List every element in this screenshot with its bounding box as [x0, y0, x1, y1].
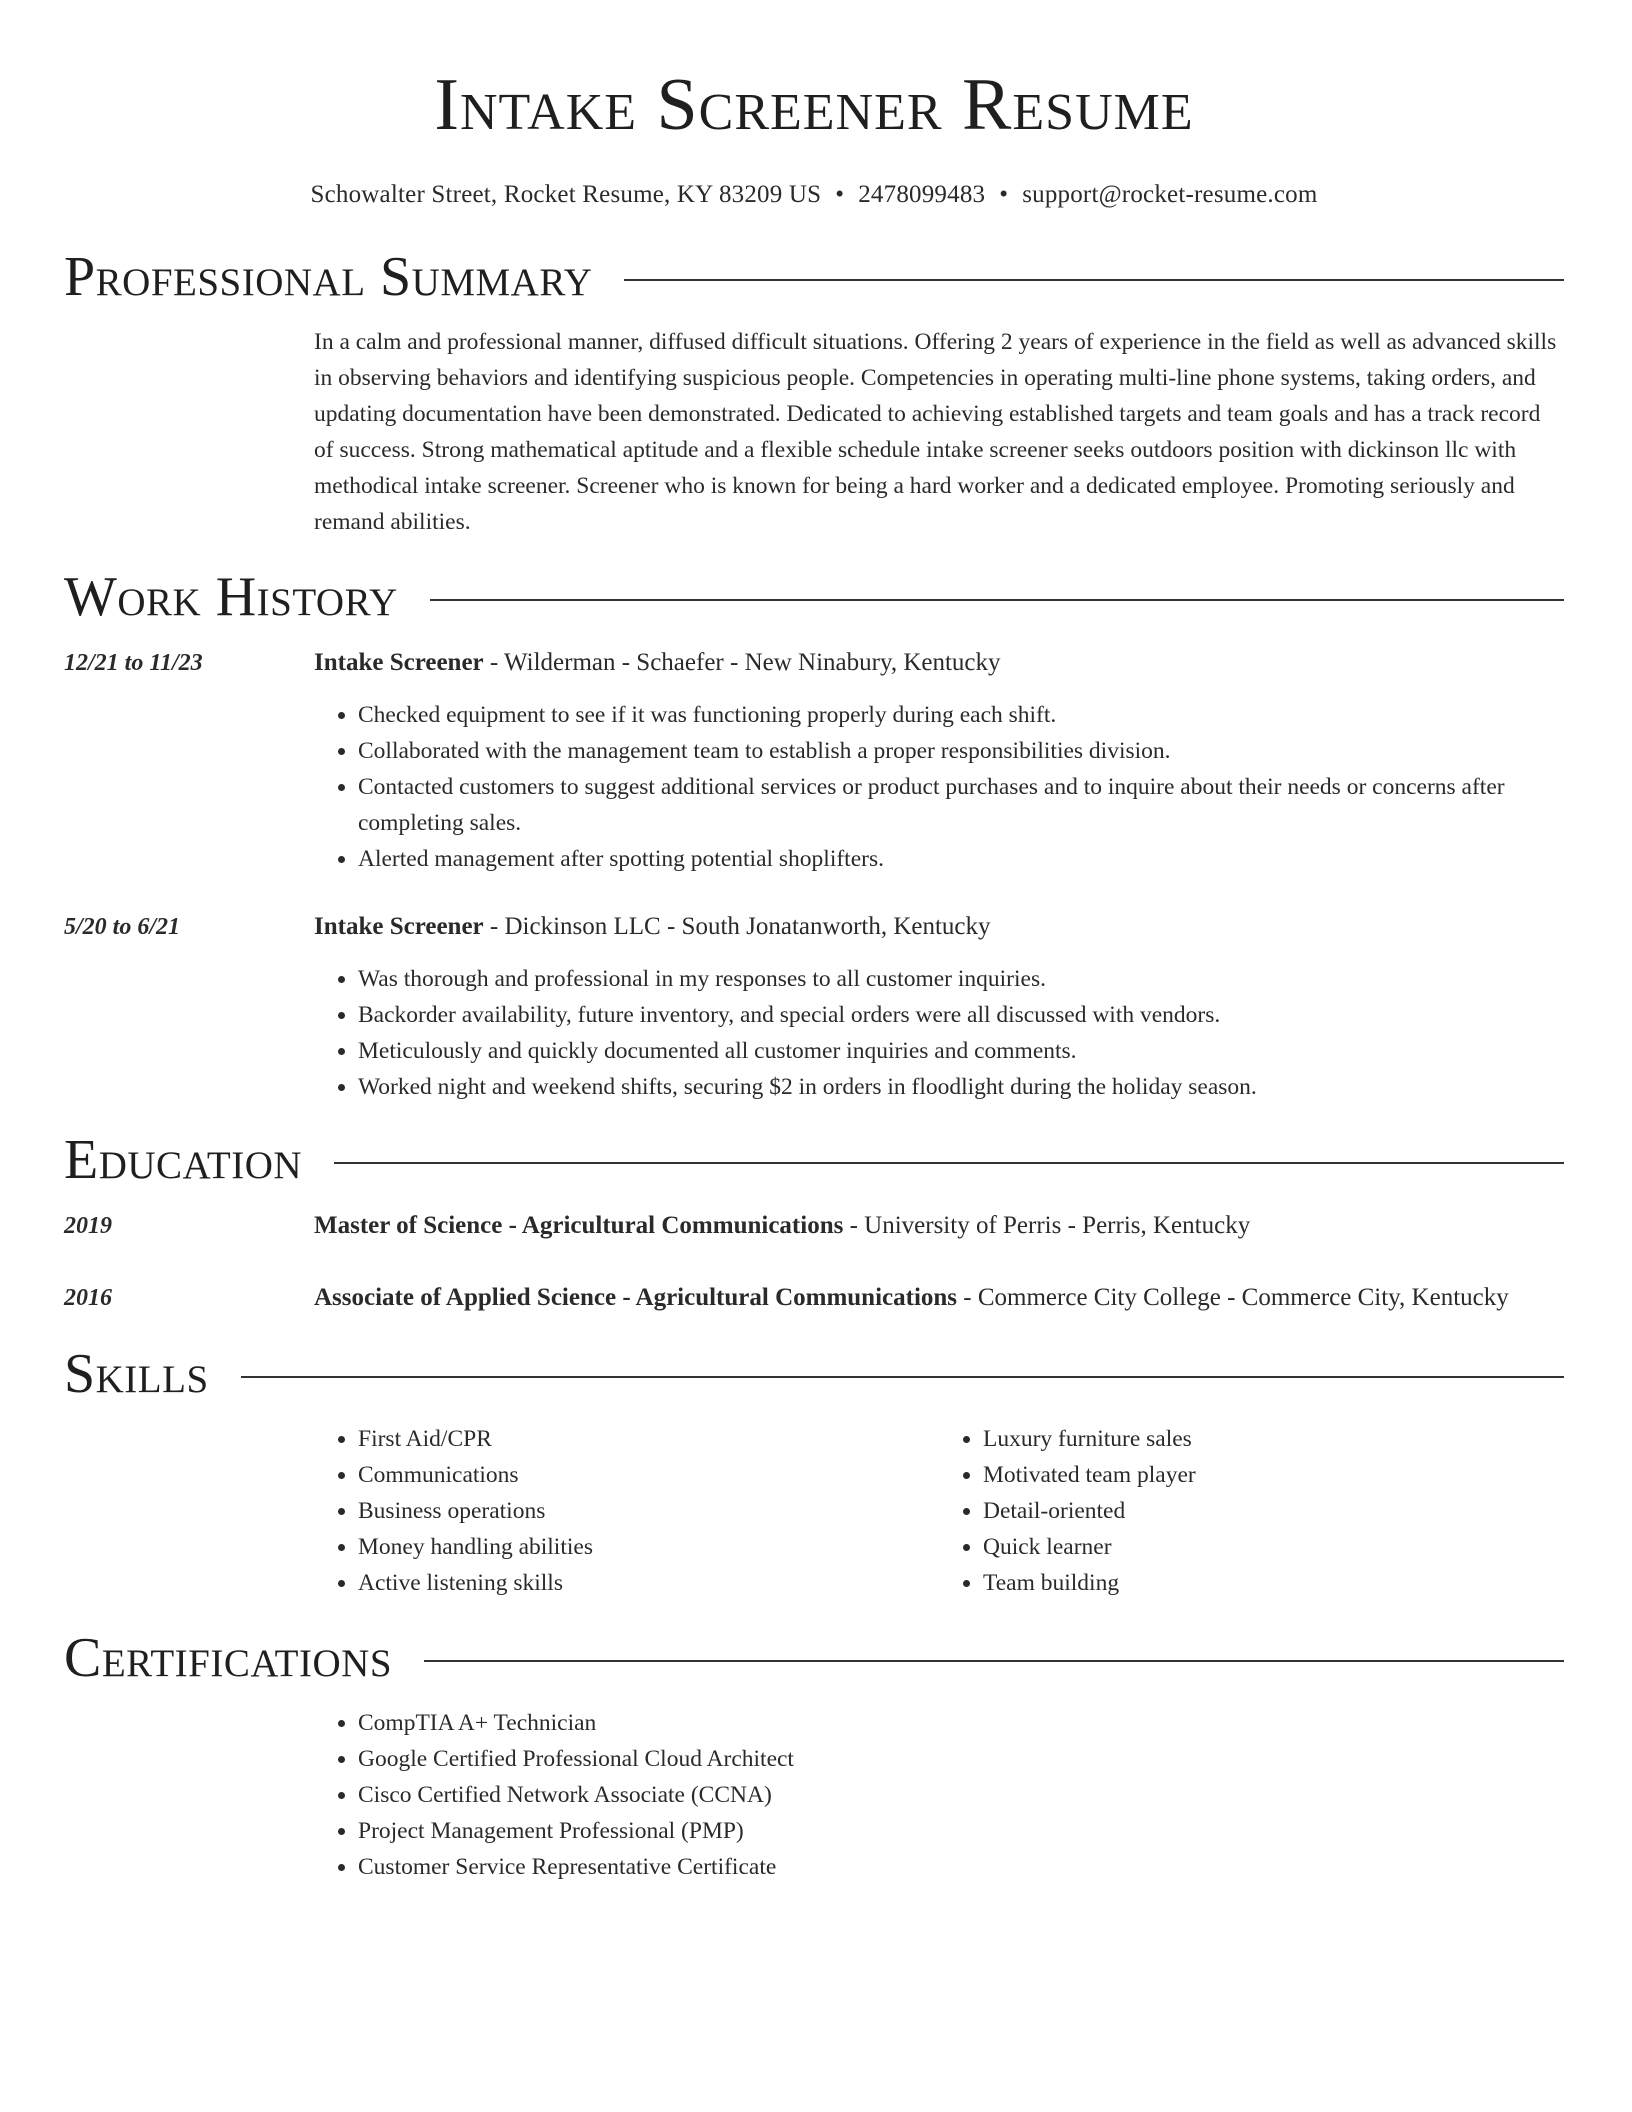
job-bullet: • Collaborated with the management team to establish a proper responsibilities division.	[358, 733, 1564, 769]
education-year: 2016	[64, 1285, 112, 1311]
job-heading	[314, 644, 1564, 682]
skill-item: • Team building	[983, 1565, 1564, 1601]
skills-column-right	[939, 1421, 1564, 1601]
job-details: - Dickinson LLC - South Jonatanworth, Kentucky	[483, 913, 991, 940]
certifications-list-wrapper	[314, 1705, 1564, 1885]
section-title-education: Education	[64, 1129, 303, 1191]
job-bullet: • Worked night and weekend shifts, securing $2 in orders in floodlight during the holiday season.	[358, 1069, 1564, 1105]
section-header-summary	[64, 244, 1564, 310]
job-bullet: • Alerted management after spotting potential shoplifters.	[358, 841, 1564, 877]
skill-item: • Active listening skills	[358, 1565, 939, 1601]
education-details: - Commerce City College - Commerce City, Kentucky	[957, 1284, 1509, 1311]
certification-item: • Google Certified Professional Cloud Architect	[358, 1741, 1564, 1777]
job-role: Intake Screener	[314, 649, 484, 676]
skill-item: • Detail-oriented	[983, 1493, 1564, 1529]
certification-item: • Project Management Professional (PMP)	[358, 1813, 1564, 1849]
job-heading	[314, 908, 1564, 946]
skill-item: • Money handling abilities	[358, 1529, 939, 1565]
job-bullets	[314, 961, 1564, 1105]
section-divider	[424, 1660, 1564, 1662]
contact-email: support@rocket-resume.com	[1022, 181, 1318, 208]
skills-grid	[314, 1421, 1564, 1601]
section-divider	[624, 279, 1564, 281]
job-dates: 5/20 to 6/21	[64, 914, 181, 940]
skill-item: • Quick learner	[983, 1529, 1564, 1565]
education-heading	[314, 1207, 1564, 1245]
section-divider	[430, 599, 1564, 601]
job-bullet: • Checked equipment to see if it was functioning properly during each shift.	[358, 697, 1564, 733]
job-bullets	[314, 697, 1564, 877]
education-year: 2019	[64, 1213, 112, 1239]
certification-item: • Cisco Certified Network Associate (CCNA)	[358, 1777, 1564, 1813]
section-title-work-history: Work History	[64, 566, 398, 628]
contact-address: Schowalter Street, Rocket Resume, KY 83209 US	[310, 181, 822, 208]
job-entry	[64, 908, 1564, 1105]
job-bullet: • Meticulously and quickly documented all customer inquiries and comments.	[358, 1033, 1564, 1069]
section-title-summary: Professional Summary	[64, 246, 593, 308]
education-degree: Master of Science - Agricultural Communications	[314, 1212, 844, 1239]
section-header-work-history	[64, 564, 1564, 630]
resume-title: Intake Screener Resume	[434, 64, 1194, 146]
certifications-list	[314, 1705, 1564, 1885]
skill-item: • Business operations	[358, 1493, 939, 1529]
job-bullet: • Was thorough and professional in my responses to all customer inquiries.	[358, 961, 1564, 997]
education-degree: Associate of Applied Science - Agricultural Communications	[314, 1284, 958, 1311]
summary-text: In a calm and professional manner, diffused difficult situations. Offering 2 years of experience in the field as well as advanced skills in observing behaviors and identifying suspicious people. Competencies in operating multi-line phone systems, taking orders, and updating documentation have been demonstrated. Dedicated to achieving established targets and team goals and has a track record of success. Strong mathematical aptitude and a flexible schedule intake screener seeks outdoors position with dickinson llc with methodical intake screener. Screener who is known for being a hard worker and a dedicated employee. Promoting seriously and remand abilities.	[314, 329, 1557, 535]
certification-item: • CompTIA A+ Technician	[358, 1705, 1564, 1741]
section-header-skills	[64, 1341, 1564, 1407]
contact-line	[64, 180, 1564, 210]
education-entry	[64, 1279, 1564, 1317]
job-role: Intake Screener	[314, 913, 484, 940]
contact-phone: 2478099483	[858, 181, 986, 208]
job-bullet: • Backorder availability, future inventory, and special orders were all discussed with vendors.	[358, 997, 1564, 1033]
section-title-certifications: Certifications	[64, 1627, 393, 1689]
section-divider	[241, 1376, 1564, 1378]
contact-separator: •	[835, 181, 845, 208]
job-dates: 12/21 to 11/23	[64, 650, 203, 676]
skill-item: • First Aid/CPR	[358, 1421, 939, 1457]
skill-item: • Communications	[358, 1457, 939, 1493]
education-heading	[314, 1279, 1564, 1317]
section-title-skills: Skills	[64, 1343, 209, 1405]
skills-column-left	[314, 1421, 939, 1601]
job-details: - Wilderman - Schaefer - New Ninabury, Kentucky	[483, 649, 1001, 676]
section-header-education	[64, 1127, 1564, 1193]
certification-item: • Customer Service Representative Certificate	[358, 1849, 1564, 1885]
section-divider	[334, 1162, 1564, 1164]
education-entry	[64, 1207, 1564, 1245]
job-bullet: • Contacted customers to suggest additional services or product purchases and to inquire about their needs or concerns after completing sales.	[358, 769, 1564, 841]
education-details: - University of Perris - Perris, Kentucky	[843, 1212, 1251, 1239]
contact-separator: •	[999, 181, 1009, 208]
skill-item: • Motivated team player	[983, 1457, 1564, 1493]
job-entry	[64, 644, 1564, 877]
section-header-certifications	[64, 1625, 1564, 1691]
skill-item: • Luxury furniture sales	[983, 1421, 1564, 1457]
